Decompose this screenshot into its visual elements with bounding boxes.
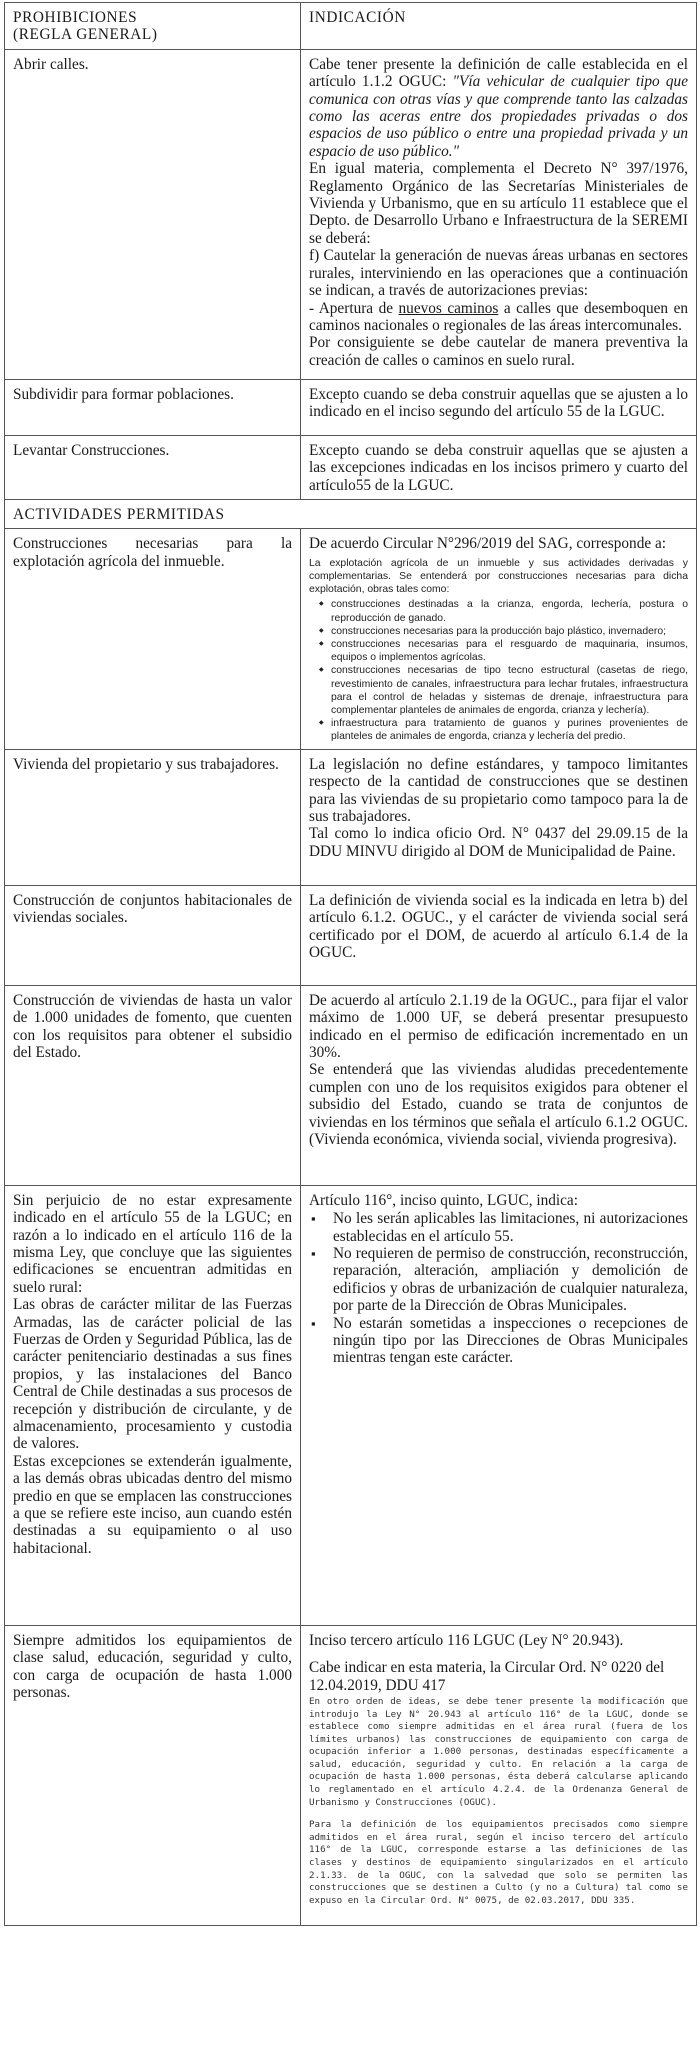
- row-left-agricola: Construcciones necesarias para la explotación agrícola del inmueble.: [5, 529, 301, 749]
- list-item: ◆ construcciones necesarias para la producción bajo plástico, invernadero;: [331, 625, 688, 638]
- row-right-subdividir: Excepto cuando se deba construir aquellas que se ajusten a lo indicado en el inciso segundo del artículo 55 de la LGUC.: [301, 379, 697, 435]
- row-right-vivienda-social: La definición de vivienda social es la indicada en letra b) del artículo 6.1.2. OGUC., y el carácter de vivienda social será certificado por el DOM, de acuerdo al artículo 6.1.4 de la OGUC.: [301, 885, 697, 985]
- row-left-vivienda-propietario: Vivienda del propietario y sus trabajadores.: [5, 749, 301, 885]
- row-right-agricola: De acuerdo Circular N°296/2019 del SAG, corresponde a: La explotación agrícola de un inmueble y sus actividades derivadas y complementarias. Se entenderá por construcciones necesarias para dicha explotación, obras tales como: ◆ construcciones destinadas a la crianza, engorda, lechería, postura o reproducción de ganado. ◆ construcciones necesarias para la producción bajo plástico, invernadero; ◆ construcciones necesarias para el resguardo de maquinaria, insumos, equipos o implementos agrícolas. ◆ construcciones necesarias de tipo tecno estructural (casetas de riego, revestimiento de canales, infraestructura para lechar frutales, infraestructura para el control de heladas y sistemas de drenaje, infraestructura para complementar planteles de animales de engorda, crianza y lechería). ◆ infraestructura para tratamiento de guanos y purines provenientes de planteles de animales de engorda, crianza y lechería del predio.: [301, 529, 697, 749]
- section-row: [5, 500, 697, 529]
- row-left-subdividir: Subdividir para formar poblaciones.: [5, 379, 301, 435]
- row-right-abrir-calles: Cabe tener presente la definición de calle establecida en el artículo 1.1.2 OGUC: "Vía vehicular de cualquier tipo que comunica con otras vías y que comprende tanto las calzadas como las aceras entre dos propiedades privadas o dos espacios de uso público o entre una propiedad privada y un espacio de uso público." En igual materia, complementa el Decreto N° 397/1976, Reglamento Orgánico de las Secretarías Ministeriales de Vivienda y Urbanismo, que en su artículo 11 establece que el Depto. de Desarrollo Urbano e Infraestructura de la SEREMI se deberá: f) Cautelar la generación de nuevas áreas urbanas en sectores rurales, interviniendo en las operaciones que a continuación se indican, a través de autorizaciones previas: - Apertura de nuevos caminos a calles que desemboquen en caminos nacionales o regionales de las áreas intercomunales. Por consiguiente se debe cautelar de manera preventiva la creación de calles o caminos en suelo rural.: [301, 49, 697, 379]
- table-row: [5, 379, 697, 435]
- list-item: ◆ construcciones destinadas a la crianza, engorda, lechería, postura o reproducción de ganado.: [331, 598, 688, 624]
- table-row: [5, 1625, 697, 1925]
- row-right-vivienda-propietario: La legislación no define estándares, y tampoco limitantes respecto de la cantidad de construcciones que se destinen para las viviendas de su propietario como tampoco para la de sus trabajadores. Tal como lo indica oficio Ord. N° 0437 del 29.09.15 de la DDU MINVU dirigido al DOM de Municipalidad de Paine.: [301, 749, 697, 885]
- circular-excerpt: En otro orden de ideas, se debe tener presente la modificación que introdujo la Ley N° 20.943 al artículo 116° de la LGUC, donde se establece como siempre admitidas en el área rural (fuera de los límites urbanos) las construcciones de equipamiento con carga de ocupación inferior a 1.000 personas, destinadas específicamente a salud, educación, seguridad y culto. En relación a la carga de ocupación de hasta 1.000 personas, ésta deberá calcularse aplicando lo reglamentado en el artículo 4.2.4. de la Ordenanza General de Urbanismo y Construcciones (OGUC). Para la definición de los equipamientos precisados como siempre admitidos en el área rural, según el inciso tercero del artículo 116° de la LGUC, corresponde estarse a las definiciones de las clases y destinos de equipamiento singularizados en el artículo 2.1.33. de la OGUC, con la salvedad que solo se permiten las construcciones que se destinen a Culto (y no a Cultura) tal como se expuso en la Circular Ord. N° 0075, de 02.03.2017, DDU 335.: [309, 1695, 688, 1906]
- row-right-levantar: Excepto cuando se deba construir aquellas que se ajusten a las excepciones indicadas en los incisos primero y cuarto del artículo55 de la LGUC.: [301, 435, 697, 499]
- articulo-116-list: [309, 1210, 688, 1367]
- sag-bullet-list: [309, 598, 688, 743]
- table-row: [5, 885, 697, 985]
- list-item: ◆ infraestructura para tratamiento de guanos y purines provenientes de planteles de animales de engorda, crianza y lechería del predio.: [331, 717, 688, 743]
- list-item: ▪ No requieren de permiso de construcción, reconstrucción, reparación, alteración, ampliación y demolición de edificios y obras de urbanización de cualquier naturaleza, por parte de la Dirección de Obras Municipales.: [333, 1245, 688, 1315]
- table-row: [5, 435, 697, 499]
- row-left-vivienda-social: Construcción de conjuntos habitacionales de viviendas sociales.: [5, 885, 301, 985]
- header-prohibiciones: PROHIBICIONES (REGLA GENERAL): [5, 3, 301, 50]
- table-row: [5, 49, 697, 379]
- table-row: [5, 529, 697, 749]
- nuevos-caminos-underlined: nuevos caminos: [398, 299, 499, 317]
- row-right-articulo-116: Artículo 116°, inciso quinto, LGUC, indica: ▪ No les serán aplicables las limitaciones, ni autorizaciones establecidas en el artículo 55. ▪ No requieren de permiso de construcción, reconstrucción, reparación, alteración, ampliación y demolición de edificios y obras de urbanización de cualquier naturaleza, por parte de la Dirección de Obras Municipales. ▪ No estarán sometidas a inspecciones o recepciones de ningún tipo por las Direcciones de Obras Municipales mientras tengan este carácter.: [301, 1185, 697, 1625]
- list-item: ▪ No les serán aplicables las limitaciones, ni autorizaciones establecidas en el artículo 55.: [333, 1210, 688, 1245]
- list-item: ◆ construcciones necesarias de tipo tecno estructural (casetas de riego, revestimiento de canales, infraestructura para lechar frutales, infraestructura para el control de heladas y sistemas de drenaje, infraestructura para complementar planteles de animales de engorda, crianza y lechería).: [331, 664, 688, 717]
- section-title: ACTIVIDADES PERMITIDAS: [5, 500, 697, 529]
- list-item: ▪ No estarán sometidas a inspecciones o recepciones de ningún tipo por las Direcciones de Obras Municipales mientras tengan este carácter.: [333, 1315, 688, 1367]
- row-right-uf: De acuerdo al artículo 2.1.19 de la OGUC., para fijar el valor máximo de 1.000 UF, se deberá presentar presupuesto indicado en el permiso de edificación incrementado en un 30%. Se entenderá que las viviendas aludidas precedentemente cumplen con uno de los requisitos exigidos para obtener el subsidio del Estado, cuando se trata de conjuntos de viviendas en los términos que señala el artículo 6.1.2 OGUC. (Vivienda económica, vivienda social, vivienda progresiva).: [301, 985, 697, 1185]
- row-left-articulo-116: Sin perjuicio de no estar expresamente indicado en el artículo 55 de la LGUC; en razón a lo indicado en el artículo 116 de la misma Ley, que concluye que las siguientes edificaciones se encuentran admitidas en suelo rural: Las obras de carácter militar de las Fuerzas Armadas, las de carácter policial de las Fuerzas de Orden y Seguridad Pública, las de carácter penitenciario destinadas a sus fines propios, y las instalaciones del Banco Central de Chile destinadas a sus procesos de recepción y distribución de circulante, y de almacenamiento, procesamiento y custodia de valores. Estas excepciones se extenderán igualmente, a las demás obras ubicadas dentro del mismo predio en que se emplacen las construcciones a que se refiere este inciso, aun cuando estén destinadas a su equipamiento o al uso habitacional.: [5, 1185, 301, 1625]
- row-left-equipamientos: Siempre admitidos los equipamientos de clase salud, educación, seguridad y culto, con carga de ocupación de hasta 1.000 personas.: [5, 1625, 301, 1925]
- row-right-equipamientos: Inciso tercero artículo 116 LGUC (Ley N° 20.943). Cabe indicar en esta materia, la Circular Ord. N° 0220 del 12.04.2019, DDU 417 En otro orden de ideas, se debe tener presente la modificación que introdujo la Ley N° 20.943 al artículo 116° de la LGUC, donde se establece como siempre admitidas en el área rural (fuera de los límites urbanos) las construcciones de equipamiento con carga de ocupación inferior a 1.000 personas, destinadas específicamente a salud, educación, seguridad y culto. En relación a la carga de ocupación de hasta 1.000 personas, ésta deberá calcularse aplicando lo reglamentado en el artículo 4.2.4. de la Ordenanza General de Urbanismo y Construcciones (OGUC). Para la definición de los equipamientos precisados como siempre admitidos en el área rural, según el inciso tercero del artículo 116° de la LGUC, corresponde estarse a las definiciones de las clases y destinos de equipamiento singularizados en el artículo 2.1.33. de la OGUC, con la salvedad que solo se permiten las construcciones que se destinen a Culto (y no a Cultura) tal como se expuso en la Circular Ord. N° 0075, de 02.03.2017, DDU 335.: [301, 1625, 697, 1925]
- row-left-abrir-calles: Abrir calles.: [5, 49, 301, 379]
- table-row: [5, 985, 697, 1185]
- row-left-uf: Construcción de viviendas de hasta un valor de 1.000 unidades de fomento, que cuenten con los requisitos para obtener el subsidio del Estado.: [5, 985, 301, 1185]
- table-row: [5, 749, 697, 885]
- table-row: [5, 1185, 697, 1625]
- sag-excerpt: La explotación agrícola de un inmueble y sus actividades derivadas y complementarias. Se entenderá por construcciones necesarias para dicha explotación, obras tales como: ◆ construcciones destinadas a la crianza, engorda, lechería, postura o reproducción de ganado. ◆ construcciones necesarias para la producción bajo plástico, invernadero; ◆ construcciones necesarias para el resguardo de maquinaria, insumos, equipos o implementos agrícolas. ◆ construcciones necesarias de tipo tecno estructural (casetas de riego, revestimiento de canales, infraestructura para lechar frutales, infraestructura para el control de heladas y sistemas de drenaje, infraestructura para complementar planteles de animales de engorda, crianza y lechería). ◆ infraestructura para tratamiento de guanos y purines provenientes de planteles de animales de engorda, crianza y lechería del predio.: [309, 557, 688, 744]
- row-left-levantar: Levantar Construcciones.: [5, 435, 301, 499]
- header-indicacion: INDICACIÓN: [301, 3, 697, 50]
- table-header-row: [5, 3, 697, 50]
- rural-land-table: [4, 2, 697, 1926]
- list-item: ◆ construcciones necesarias para el resguardo de maquinaria, insumos, equipos o implementos agrícolas.: [331, 638, 688, 664]
- calle-definition-quote: "Vía vehicular de cualquier tipo que comunica con otras vías y que comprende tanto las calzadas como las aceras entre dos propiedades privadas o dos espacios de uso público o entre una propiedad privada y un espacio de uso público.": [309, 73, 688, 160]
